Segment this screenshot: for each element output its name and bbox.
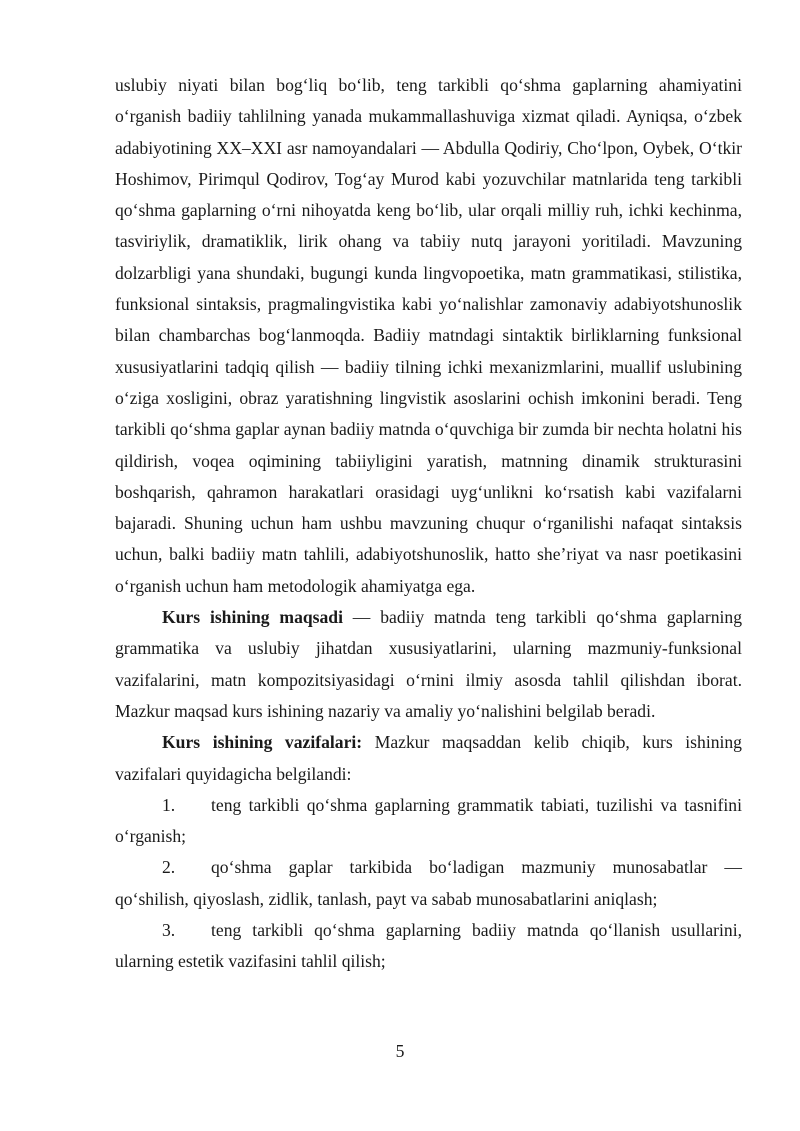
paragraph-goal: [115, 602, 742, 727]
body-text: [115, 70, 742, 978]
list-item-number: 3.: [162, 920, 176, 941]
tasks-label: Kurs ishining vazifalari:: [162, 732, 363, 753]
page-number: 5: [395, 1041, 405, 1061]
list-item-text: teng tarkibli qo‘shma gaplarning badiiy matnda qo‘llanish usullarini, ularning estetik vazifasini tahlil qilish;: [115, 920, 742, 972]
list-item: [115, 790, 742, 853]
tasks-intro: Mazkur maqsaddan kelib chiqib, kurs ishining vazifalari quyidagicha belgilandi:: [115, 732, 742, 784]
list-item-number: 2.: [162, 857, 176, 878]
goal-label: Kurs ishining maqsadi: [162, 607, 343, 628]
list-item-text: teng tarkibli qo‘shma gaplarning grammatik tabiati, tuzilishi va tasnifini o‘rganish;: [115, 794, 742, 847]
list-item: [115, 852, 742, 915]
goal-text: — badiiy matnda teng tarkibli qo‘shma gaplarning grammatika va uslubiy jihatdan xususiyatlarini, ularning mazmuniy-funksional vazifalarini, matn kompozitsiyasidagi o‘rnini ilmiy asosda tahlil qilishdan iborat. Mazkur maqsad kurs ishining nazariy va amaliy yo‘nalishini belgilab beradi.: [115, 607, 743, 721]
paragraph-intro: uslubiy niyati bilan bog‘liq bo‘lib, teng tarkibli qo‘shma gaplarning ahamiyatini o‘rganish badiiy tahlilning yanada mukammallashuviga xizmat qiladi. Ayniqsa, o‘zbek adabiyotining XX–XXI asr namoyandalari — Abdulla Qodiriy, Cho‘lpon, Oybek, O‘tkir Hoshimov, Pirimqul Qodirov, Tog‘ay Murod kabi yozuvchilar matnlarida teng tarkibli qo‘shma gaplarning o‘rni nihoyatda keng bo‘lib, ular orqali milliy ruh, ichki kechinma, tasviriylik, dramatiklik, lirik ohang va tabiiy nutq jarayoni yoritiladi. Mavzuning dolzarbligi yana shundaki, bugungi kunda lingvopoetika, matn grammatikasi, stilistika, funksional sintaksis, pragmalingvistika kabi yo‘nalishlar zamonaviy adabiyotshunoslik bilan chambarchas bog‘lanmoqda. Badiiy matndagi sintaktik birliklarning funksional xususiyatlarini tadqiq qilish — badiiy tilning ichki mexanizmlarini, muallif uslubining o‘ziga xosligini, obraz yaratishning lingvistik asoslarini ochish imkonini beradi. Teng tarkibli qo‘shma gaplar aynan badiiy matnda o‘quvchiga bir zumda bir nechta holatni his qildirish, voqea oqimining tabiiyligini yaratish, matnning dinamik strukturasini boshqarish, qahramon harakatlari orasidagi uyg‘unlikni ko‘rsatish kabi vazifalarni bajaradi. Shuning uchun ham ushbu mavzuning chuqur o‘rganilishi nafaqat sintaksis uchun, balki badiiy matn tahlili, adabiyotshunoslik, hatto she’riyat va nasr poetikasini o‘rganish uchun ham metodologik ahamiyatga ega.: [115, 75, 742, 596]
paragraph-tasks: [115, 727, 742, 790]
list-item-text: qo‘shma gaplar tarkibida bo‘ladigan mazmuniy munosabatlar — qo‘shilish, qiyoslash, zidlik, tanlash, payt va sabab munosabatlarini aniqlash;: [115, 857, 742, 909]
list-item: [115, 915, 742, 978]
list-item-number: 1.: [162, 794, 176, 815]
